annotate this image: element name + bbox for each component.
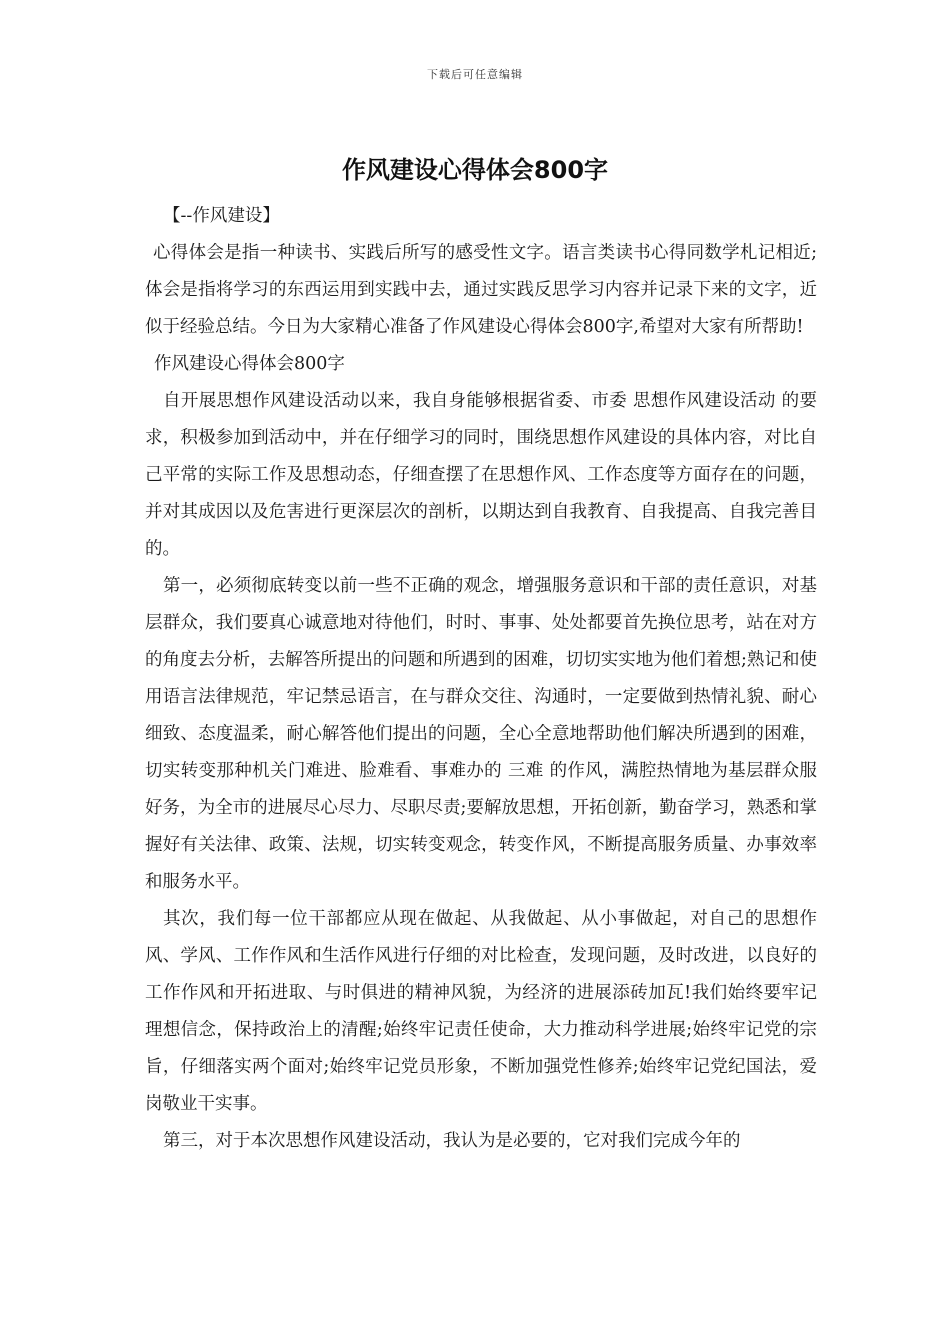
category-tag: 【--作风建设】 bbox=[163, 206, 280, 226]
body-paragraph-2: 第一，必须彻底转变以前一些不正确的观念，增强服务意识和干部的责任意识，对基层群众，我们要真心诚意地对待他们，时时、事事、处处都要首先换位思考，站在对方的角度去分析，去解答所提出的问题和所遇到的困难，切切实实地为他们着想;熟记和使用语言法律规范，牢记禁忌语言，在与群众交往、沟通时，一定要做到热情礼貌、耐心细致、态度温柔，耐心解答他们提出的问题，全心全意地帮助他们解决所遇到的困难，切实转变那种机关门难进、脸难看、事难办的 三难 的作风，满腔热情地为基层群众服好务，为全市的进展尽心尽力、尽职尽责;要解放思想，开拓创新，勤奋学习，熟悉和掌握好有关法律、政策、法规，切实转变观念，转变作风，不断提高服务质量、办事效率和服务水平。 bbox=[145, 576, 817, 892]
header-note: 下载后可任意编辑 bbox=[427, 68, 523, 81]
body-paragraph-4: 第三，对于本次思想作风建设活动，我认为是必要的，它对我们完成今年的 bbox=[163, 1131, 741, 1151]
document-body bbox=[145, 198, 817, 1160]
body-paragraph-1: 自开展思想作风建设活动以来，我自身能够根据省委、市委 思想作风建设活动 的要求，积极参加到活动中，并在仔细学习的同时，围绕思想作风建设的具体内容，对比自己平常的实际工作及思想动态，仔细查摆了在思想作风、工作态度等方面存在的问题，并对其成因以及危害进行更深层次的剖析，以期达到自我教育、自我提高、自我完善目的。 bbox=[145, 391, 817, 559]
body-paragraph-3: 其次，我们每一位干部都应从现在做起、从我做起、从小事做起，对自己的思想作风、学风、工作作风和生活作风进行仔细的对比检查，发现问题，及时改进，以良好的工作作风和开拓进取、与时俱进的精神风貌，为经济的进展添砖加瓦!我们始终要牢记理想信念，保持政治上的清醒;始终牢记责任使命，大力推动科学进展;始终牢记党的宗旨，仔细落实两个面对;始终牢记党员形象，不断加强党性修养;始终牢记党纪国法，爱岗敬业干实事。 bbox=[145, 909, 817, 1114]
document-title: 作风建设心得体会800字 bbox=[341, 156, 609, 184]
article-subtitle: 作风建设心得体会800字 bbox=[154, 354, 345, 374]
intro-paragraph: 心得体会是指一种读书、实践后所写的感受性文字。语言类读书心得同数学札记相近;体会是指将学习的东西运用到实践中去，通过实践反思学习内容并记录下来的文字，近似于经验总结。今日为大家精心准备了作风建设心得体会800字,希望对大家有所帮助! bbox=[145, 243, 817, 337]
